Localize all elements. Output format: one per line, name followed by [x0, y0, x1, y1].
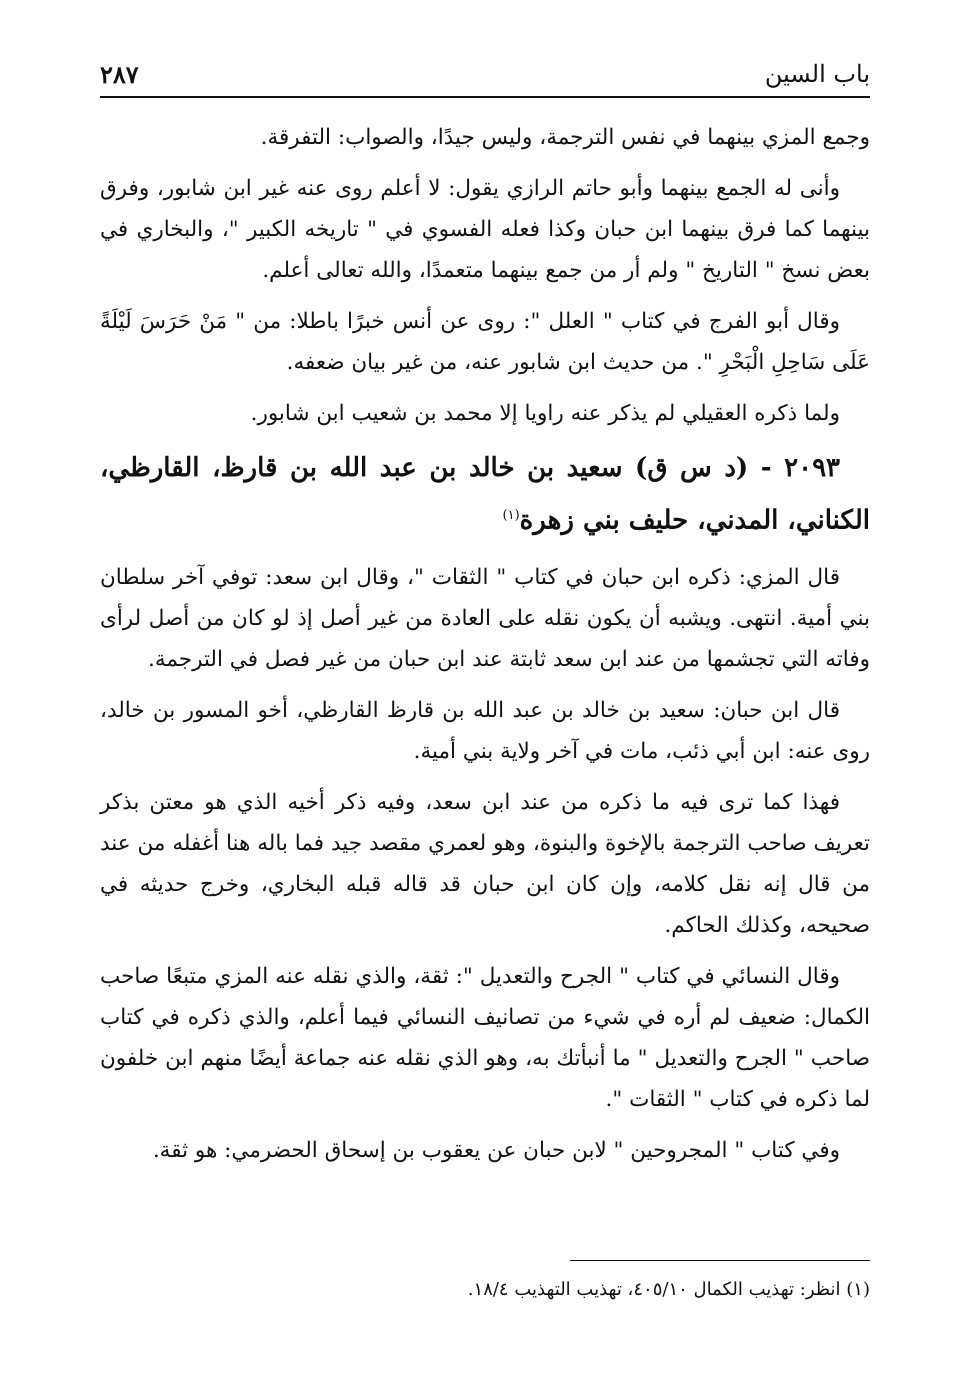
paragraph: وجمع المزي بينهما في نفس الترجمة، وليس جيدًا، والصواب: التفرقة. — [260, 125, 870, 150]
paragraph: قال ابن حبان: سعيد بن خالد بن عبد الله بن قارظ القارظي، أخو المسور بن خالد، روى عنه: ابن أبي ذئب، مات في آخر ولاية بني أمية. — [100, 697, 870, 764]
entry-heading — [100, 444, 870, 545]
main-text — [100, 117, 870, 1181]
paragraph: ولما ذكره العقيلي لم يذكر عنه راويا إلا محمد بن شعيب ابن شابور. — [250, 401, 840, 426]
paragraph: وقال أبو الفرج في كتاب " العلل ": روى عن أنس خبرًا باطلا: من " مَنْ حَرَسَ لَيْلَةً عَلَى سَاحِلِ الْبَحْرِ ". من حديث ابن شابور عنه، من غير بيان ضعفه. — [100, 309, 870, 375]
paragraph: وأنى له الجمع بينهما وأبو حاتم الرازي يقول: لا أعلم روى عنه غير ابن شابور، وفرق بينهما كما فرق بينهما ابن حبان وكذا فعله الفسوي في " تاريخه الكبير "، والبخاري في بعض نسخ " التاريخ " ولم أر من جمع بينهما متعمدًا، والله تعالى أعلم. — [100, 176, 870, 283]
chapter-title: باب السين — [764, 60, 870, 88]
paragraph: وقال النسائي في كتاب " الجرح والتعديل ": ثقة، والذي نقله عنه المزي متبعًا صاحب الكمال: ضعيف لم أره في شيء من تصانيف النسائي فيما أعلم، والذي ذكره في كتاب صاحب " الجرح والتعديل " ما أنبأتك به، وهو الذي نقله عنه جماعة أيضًا منهم ابن خلفون لما ذكره في كتاب " الثقات ". — [100, 963, 870, 1112]
paragraph: فهذا كما ترى فيه ما ذكره من عند ابن سعد، وفيه ذكر أخيه الذي هو معتن بذكر تعريف صاحب الترجمة بالإخوة والبنوة، وهو لعمري مقصد جيد فما باله هنا أغفله من عند من قال إنه نقل كلامه، وإن كان ابن حبان قد قاله قبله البخاري، وخرج حديثه في صحيحه، وكذلك الحاكم. — [100, 789, 870, 938]
footnote-marker: (١) — [502, 508, 520, 523]
paragraph: قال المزي: ذكره ابن حبان في كتاب " الثقات "، وقال ابن سعد: توفي آخر سلطان بني أمية. انتهى. ويشبه أن يكون نقله على العادة من غير أصل إذ لو كان من أصل لرأى وفاته التي تجشمها من عند ابن سعد ثابتة عند ابن حبان من غير فصل في الترجمة. — [100, 564, 870, 672]
footnote: (١) انظر: تهذيب الكمال ٤٠٥/١٠، تهذيب التهذيب ١٨/٤. — [467, 1279, 870, 1300]
entry-heading-text: ٢٠٩٣ - (د س ق) سعيد بن خالد بن عبد الله بن قارظ، القارظي، الكناني، المدني، حليف بني زهرة — [100, 453, 870, 536]
footnote-divider — [570, 1260, 870, 1261]
page-number: ٢٨٧ — [100, 60, 139, 89]
paragraph: وفي كتاب " المجروحين " لابن حبان عن يعقوب بن إسحاق الحضرمي: هو ثقة. — [152, 1137, 840, 1163]
running-header — [100, 56, 870, 98]
